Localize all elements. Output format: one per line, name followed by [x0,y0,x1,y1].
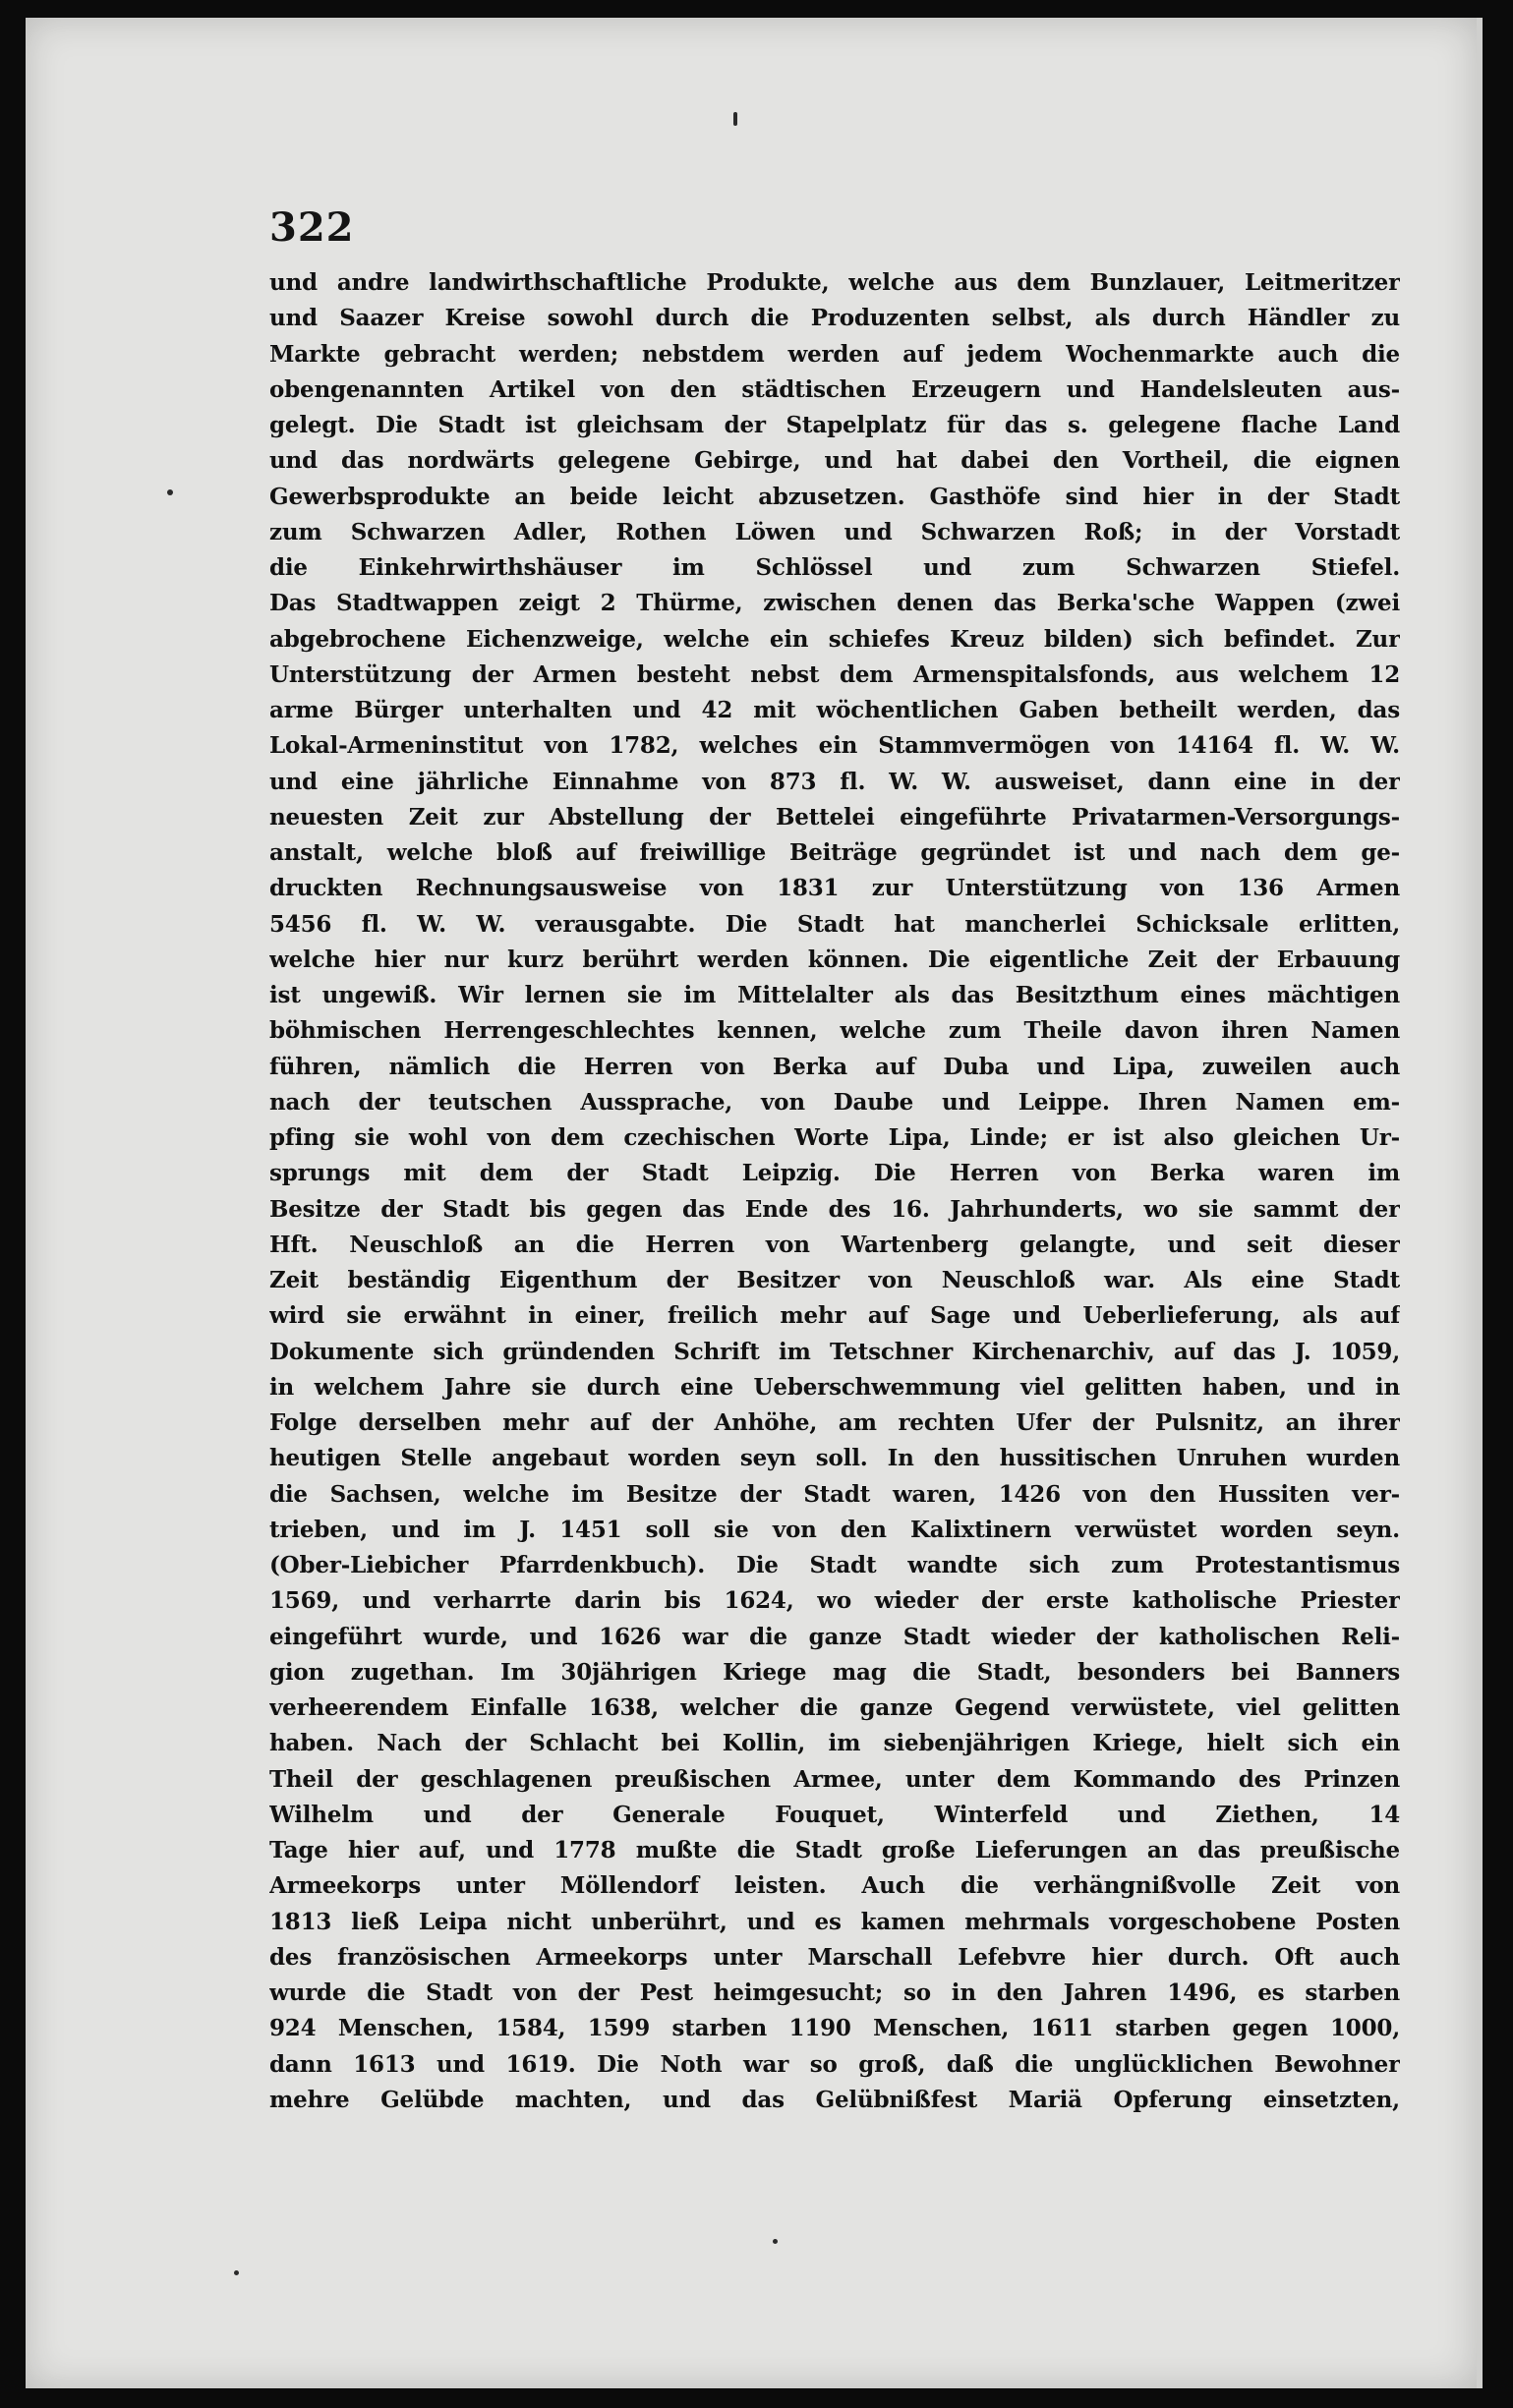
text-line: Folge derselben mehr auf der Anhöhe, am rechten Ufer der Pulsnitz, an ihrer [269,1409,1400,1436]
text-line: gelegt. Die Stadt ist gleichsam der Stapelplatz für das s. gelegene flache Land [269,412,1400,438]
text-line: eingeführt wurde, und 1626 war die ganze Stadt wieder der katholischen Reli- [269,1623,1400,1650]
text-line: 1813 ließ Leipa nicht unberührt, und es kamen mehrmals vorgeschobene Posten [269,1908,1400,1935]
text-line: die Sachsen, welche im Besitze der Stadt waren, 1426 von den Hussiten ver- [269,1480,1400,1508]
text-line: führen, nämlich die Herren von Berka auf Duba und Lipa, zuweilen auch [269,1053,1400,1080]
text-line: sprungs mit dem der Stadt Leipzig. Die Herren von Berka waren im [269,1160,1400,1187]
page-number: 322 [269,204,355,251]
text-line: und andre landwirthschaftliche Produkte, welche aus dem Bunzlauer, Leitmeritzer [269,269,1400,296]
text-line: Hft. Neuschloß an die Herren von Wartenberg gelangte, und seit dieser [269,1231,1400,1258]
text-line: verheerendem Einfalle 1638, welcher die ganze Gegend verwüstete, viel gelitten [269,1694,1400,1721]
text-line: Unterstützung der Armen besteht nebst dem Armenspitalsfonds, aus welchem 12 [269,660,1400,688]
text-line: Tage hier auf, und 1778 mußte die Stadt große Lieferungen an das preußische [269,1837,1400,1863]
text-line: Theil der geschlagenen preußischen Armee, unter dem Kommando des Prinzen [269,1765,1400,1793]
text-line: anstalt, welche bloß auf freiwillige Beiträge gegründet ist und nach dem ge- [269,839,1400,866]
text-line: Armeekorps unter Möllendorf leisten. Auch die verhängnißvolle Zeit von [269,1872,1400,1900]
text-line: wurde die Stadt von der Pest heimgesucht; so in den Jahren 1496, es starben [269,1979,1400,2006]
body-text [269,265,1400,2118]
text-line: Wilhelm und der Generale Fouquet, Winterfeld und Ziethen, 14 [269,1801,1400,1828]
text-line: nach der teutschen Aussprache, von Daube und Leippe. Ihren Namen em- [269,1088,1400,1116]
text-line: obengenannten Artikel von den städtischen Erzeugern und Handelsleuten aus- [269,375,1400,403]
text-line: Zeit beständig Eigenthum der Besitzer von Neuschloß war. Als eine Stadt [269,1267,1400,1293]
text-line: haben. Nach der Schlacht bei Kollin, im siebenjährigen Kriege, hielt sich ein [269,1730,1400,1757]
text-line: pfing sie wohl von dem czechischen Worte Lipa, Linde; er ist also gleichen Ur- [269,1124,1400,1151]
print-speck [167,489,173,495]
text-line: gion zugethan. Im 30jährigen Kriege mag die Stadt, besonders bei Banners [269,1658,1400,1686]
text-line: die Einkehrwirthshäuser im Schlössel und zum Schwarzen Stiefel. [269,554,1400,581]
text-line: 1569, und verharrte darin bis 1624, wo wieder der erste katholische Priester [269,1587,1400,1615]
text-line: arme Bürger unterhalten und 42 mit wöchentlichen Gaben betheilt werden, das [269,697,1400,723]
text-line: (Ober-Liebicher Pfarrdenkbuch). Die Stadt wandte sich zum Protestantismus [269,1552,1400,1578]
text-line: Lokal-Armeninstitut von 1782, welches ein Stammvermögen von 14164 fl. W. W. [269,732,1400,760]
text-line: druckten Rechnungsausweise von 1831 zur Unterstützung von 136 Armen [269,875,1400,902]
text-line: und Saazer Kreise sowohl durch die Produzenten selbst, als durch Händler zu [269,305,1400,332]
text-line: welche hier nur kurz berührt werden können. Die eigentliche Zeit der Erbauung [269,946,1400,973]
print-speck [773,2239,778,2244]
text-line: neuesten Zeit zur Abstellung der Bettelei eingeführte Privatarmen-Versorgungs- [269,803,1400,831]
text-line: des französischen Armeekorps unter Marschall Lefebvre hier durch. Oft auch [269,1943,1400,1971]
text-line: und das nordwärts gelegene Gebirge, und hat dabei den Vortheil, die eignen [269,447,1400,475]
text-line: Das Stadtwappen zeigt 2 Thürme, zwischen denen das Berka'sche Wappen (zwei [269,590,1400,617]
text-line: mehre Gelübde machten, und das Gelübnißfest Mariä Opferung einsetzten, [269,2086,1400,2113]
text-line: böhmischen Herrengeschlechtes kennen, welche zum Theile davon ihren Namen [269,1017,1400,1045]
book-page [26,18,1483,2388]
text-line: heutigen Stelle angebaut worden seyn soll. In den hussitischen Unruhen wurden [269,1445,1400,1472]
text-line: ist ungewiß. Wir lernen sie im Mittelalter als das Besitzthum eines mächtigen [269,982,1400,1008]
print-speck [733,112,737,126]
text-line: Gewerbsprodukte an beide leicht abzusetzen. Gasthöfe sind hier in der Stadt [269,483,1400,510]
text-line: in welchem Jahre sie durch eine Ueberschwemmung viel gelitten haben, und in [269,1373,1400,1401]
print-speck [234,2270,239,2275]
text-line: trieben, und im J. 1451 soll sie von den Kalixtinern verwüstet worden seyn. [269,1516,1400,1543]
text-line: 924 Menschen, 1584, 1599 starben 1190 Menschen, 1611 starben gegen 1000, [269,2015,1400,2042]
text-line: Markte gebracht werden; nebstdem werden auf jedem Wochenmarkte auch die [269,340,1400,368]
text-line: und eine jährliche Einnahme von 873 fl. W. W. ausweiset, dann eine in der [269,768,1400,795]
text-line: dann 1613 und 1619. Die Noth war so groß, daß die unglücklichen Bewohner [269,2050,1400,2078]
text-line: Dokumente sich gründenden Schrift im Tetschner Kirchenarchiv, auf das J. 1059, [269,1338,1400,1365]
text-line: wird sie erwähnt in einer, freilich mehr auf Sage und Ueberlieferung, als auf [269,1302,1400,1330]
text-line: Besitze der Stadt bis gegen das Ende des 16. Jahrhunderts, wo sie sammt der [269,1195,1400,1223]
text-line: abgebrochene Eichenzweige, welche ein schiefes Kreuz bilden) sich befindet. Zur [269,625,1400,653]
text-line: 5456 fl. W. W. verausgabte. Die Stadt hat mancherlei Schicksale erlitten, [269,910,1400,938]
text-line: zum Schwarzen Adler, Rothen Löwen und Schwarzen Roß; in der Vorstadt [269,518,1400,545]
